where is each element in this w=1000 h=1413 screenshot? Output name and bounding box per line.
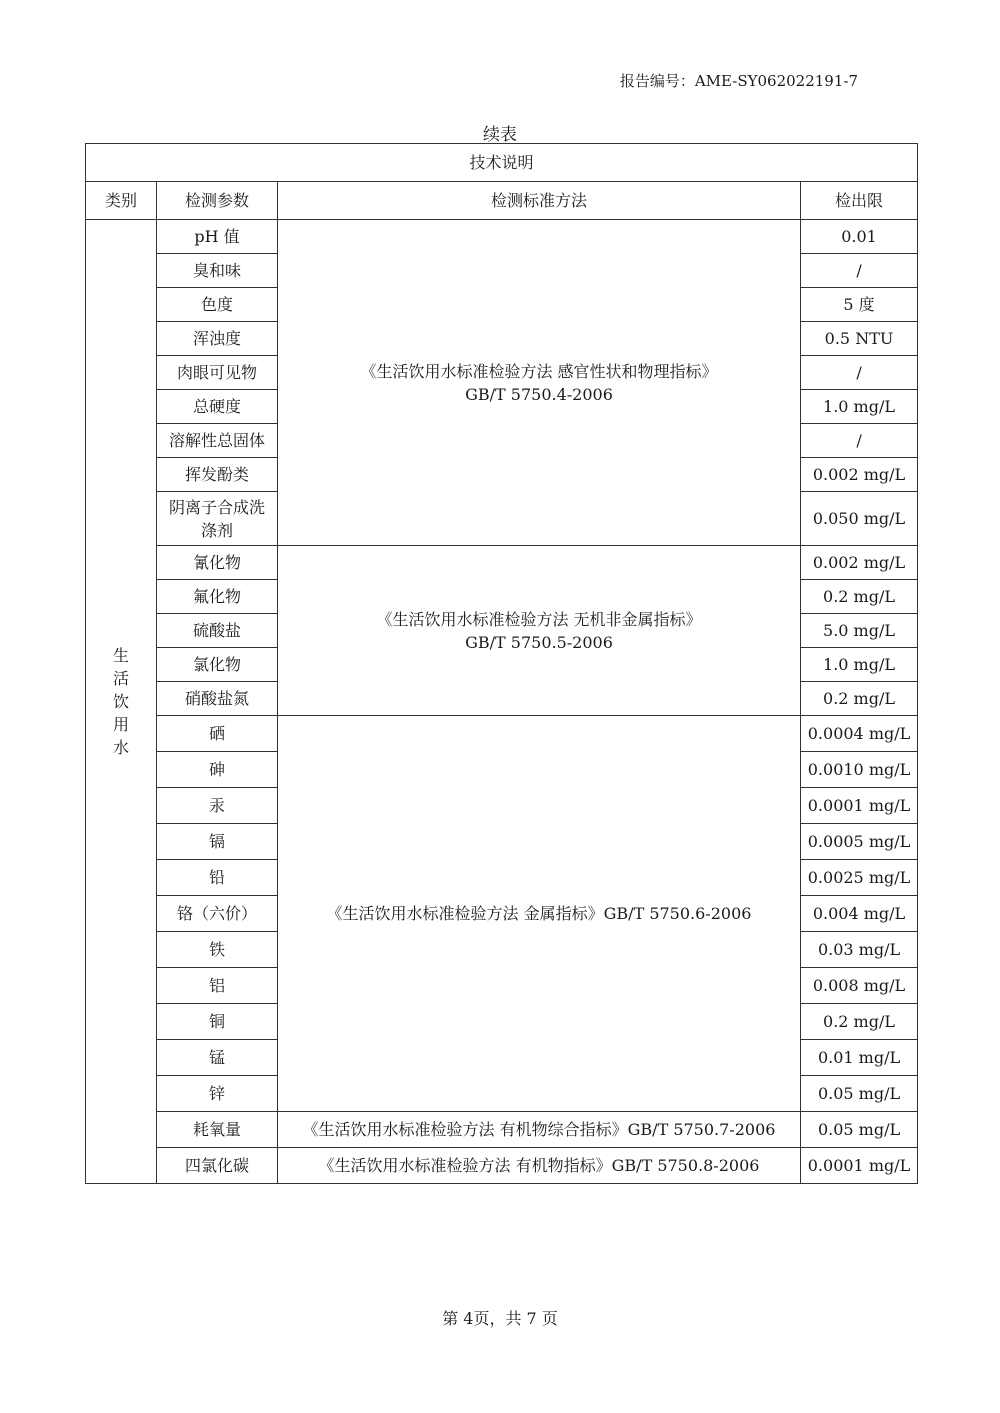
limit-cell: 1.0 mg/L	[801, 390, 918, 424]
technical-spec-table	[85, 143, 918, 1184]
limit-cell: 0.01 mg/L	[801, 1040, 918, 1076]
limit-cell: 0.0010 mg/L	[801, 752, 918, 788]
method-cell-sensory	[278, 220, 801, 546]
limit-cell: /	[801, 424, 918, 458]
parameter-cell: 挥发酚类	[157, 458, 278, 492]
method-inorganic-title: 《生活饮用水标准检验方法 无机非金属指标》	[376, 609, 702, 629]
parameter-cell: 臭和味	[157, 254, 278, 288]
parameter-cell: 氰化物	[157, 546, 278, 580]
parameter-cell: 镉	[157, 824, 278, 860]
method-cell-metals	[278, 716, 801, 1112]
parameter-cell: 铜	[157, 1004, 278, 1040]
limit-cell: 0.2 mg/L	[801, 580, 918, 614]
limit-cell: /	[801, 254, 918, 288]
parameter-cell: pH 值	[157, 220, 278, 254]
limit-cell: 0.0025 mg/L	[801, 860, 918, 896]
limit-cell: 0.2 mg/L	[801, 1004, 918, 1040]
method-metals-text: 《生活饮用水标准检验方法 金属指标》GB/T 5750.6-2006	[326, 904, 752, 923]
header-parameter: 检测参数	[157, 182, 278, 220]
parameter-cell: 硒	[157, 716, 278, 752]
parameter-cell: 锰	[157, 1040, 278, 1076]
parameter-cell: 硫酸盐	[157, 614, 278, 648]
parameter-cell: 耗氧量	[157, 1112, 278, 1148]
category-cell	[86, 220, 157, 1184]
method-cell-organic: 《生活饮用水标准检验方法 有机物指标》GB/T 5750.8-2006	[278, 1148, 801, 1184]
limit-cell: 0.0001 mg/L	[801, 1148, 918, 1184]
parameter-cell: 总硬度	[157, 390, 278, 424]
parameter-cell: 浑浊度	[157, 322, 278, 356]
limit-cell: 0.05 mg/L	[801, 1076, 918, 1112]
parameter-cell: 氯化物	[157, 648, 278, 682]
parameter-cell: 砷	[157, 752, 278, 788]
limit-cell: 0.2 mg/L	[801, 682, 918, 716]
parameter-cell: 色度	[157, 288, 278, 322]
limit-cell: 0.050 mg/L	[801, 492, 918, 546]
limit-cell: 0.0005 mg/L	[801, 824, 918, 860]
limit-cell: 0.5 NTU	[801, 322, 918, 356]
header-category: 类别	[86, 182, 157, 220]
parameter-cell: 铬（六价）	[157, 896, 278, 932]
parameter-cell: 铝	[157, 968, 278, 1004]
header-limit: 检出限	[801, 182, 918, 220]
limit-cell: 0.0004 mg/L	[801, 716, 918, 752]
method-cell-inorganic	[278, 546, 801, 716]
method-sensory-code: GB/T 5750.4-2006	[465, 384, 613, 404]
parameter-cell: 锌	[157, 1076, 278, 1112]
limit-cell: 0.004 mg/L	[801, 896, 918, 932]
page-number: 第 4页，共 7 页	[442, 1309, 558, 1328]
limit-cell: 5 度	[801, 288, 918, 322]
limit-cell: 1.0 mg/L	[801, 648, 918, 682]
parameter-cell: 氟化物	[157, 580, 278, 614]
parameter-cell: 铁	[157, 932, 278, 968]
parameter-cell: 硝酸盐氮	[157, 682, 278, 716]
parameter-cell: 肉眼可见物	[157, 356, 278, 390]
header-method: 检测标准方法	[278, 182, 801, 220]
parameter-cell: 铅	[157, 860, 278, 896]
limit-cell: 0.008 mg/L	[801, 968, 918, 1004]
category-label: 生 活 饮 用 水	[112, 646, 129, 757]
method-sensory-title: 《生活饮用水标准检验方法 感官性状和物理指标》	[360, 361, 718, 381]
table-caption: 续表	[483, 125, 517, 145]
parameter-cell: 阴离子合成洗 涤剂	[157, 492, 278, 546]
parameter-cell: 汞	[157, 788, 278, 824]
section-title: 技术说明	[86, 144, 918, 182]
method-cell-organic-comprehensive: 《生活饮用水标准检验方法 有机物综合指标》GB/T 5750.7-2006	[278, 1112, 801, 1148]
limit-cell: /	[801, 356, 918, 390]
report-number: 报告编号：AME-SY062022191-7	[619, 72, 858, 90]
limit-cell: 0.002 mg/L	[801, 458, 918, 492]
limit-cell: 0.002 mg/L	[801, 546, 918, 580]
limit-cell: 5.0 mg/L	[801, 614, 918, 648]
method-inorganic-code: GB/T 5750.5-2006	[465, 632, 613, 652]
parameter-cell: 溶解性总固体	[157, 424, 278, 458]
limit-cell: 0.01	[801, 220, 918, 254]
limit-cell: 0.03 mg/L	[801, 932, 918, 968]
limit-cell: 0.05 mg/L	[801, 1112, 918, 1148]
parameter-cell: 四氯化碳	[157, 1148, 278, 1184]
limit-cell: 0.0001 mg/L	[801, 788, 918, 824]
